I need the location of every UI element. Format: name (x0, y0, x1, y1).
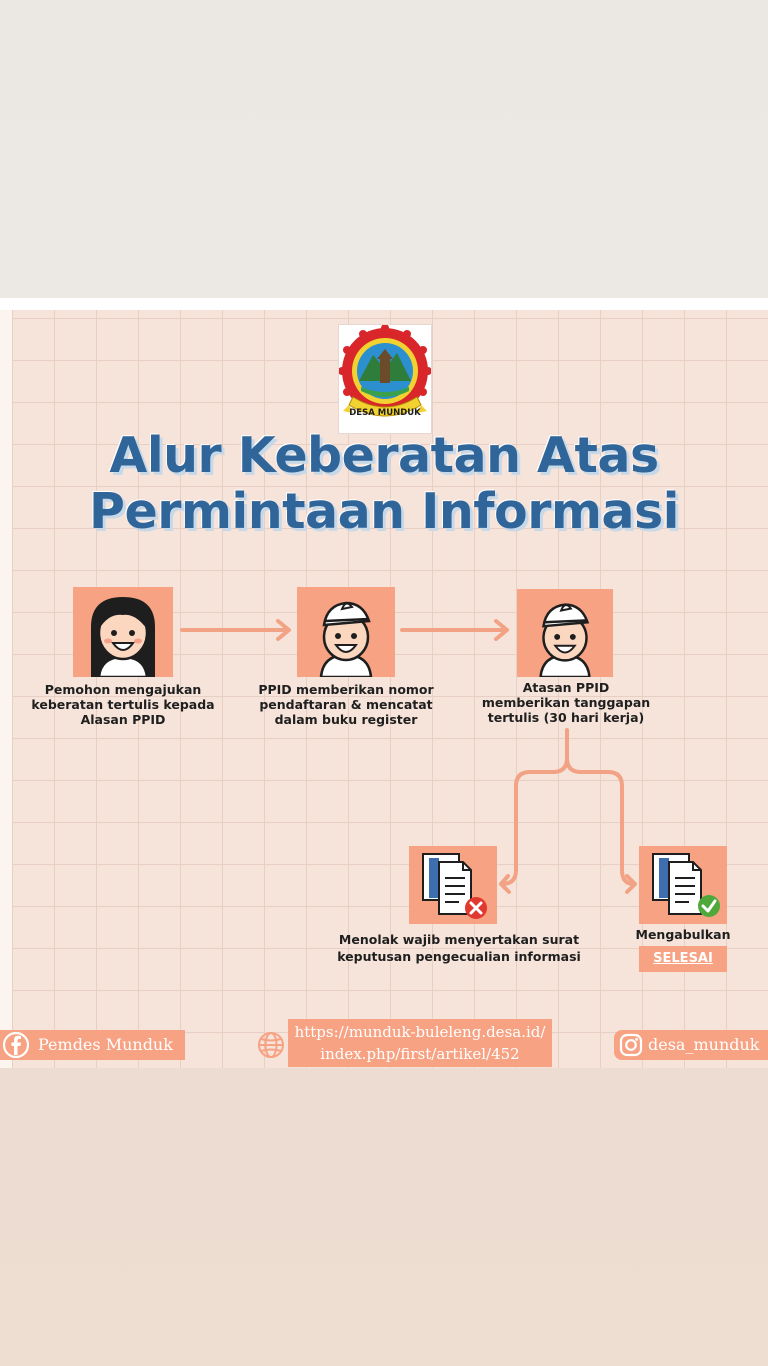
man-avatar-icon (297, 587, 395, 677)
instagram-label: desa_munduk (648, 1035, 760, 1054)
step-2-avatar (297, 587, 395, 677)
website-line-1: https://munduk-buleleng.desa.id/ (294, 1023, 546, 1041)
step-1-avatar (73, 587, 173, 677)
arrow-to-approve (567, 758, 634, 884)
facebook-label: Pemdes Munduk (38, 1035, 173, 1054)
arrow-to-reject (502, 730, 567, 884)
step-3-avatar (517, 589, 613, 677)
website-pill[interactable] (288, 1019, 552, 1067)
reject-document (409, 846, 497, 924)
instagram-pill[interactable] (614, 1030, 768, 1060)
facebook-pill[interactable] (0, 1030, 185, 1060)
poster-edge (0, 310, 12, 1068)
top-background (0, 0, 768, 300)
approve-document (639, 846, 727, 924)
svg-text:DESA MUNDUK: DESA MUNDUK (349, 408, 421, 418)
document-approve-icon (639, 846, 727, 924)
step-3-text: Atasan PPID memberikan tanggapan tertulis (30 hari kerja) (481, 680, 651, 725)
poster (0, 310, 768, 1068)
approve-text: Mengabulkan (635, 927, 731, 942)
instagram-icon (618, 1032, 644, 1058)
step-1-text: Pemohon mengajukan keberatan tertulis kepada Alasan PPID (31, 682, 215, 727)
done-badge: SELESAI (639, 946, 727, 972)
title-line-2: Permintaan Informasi (89, 483, 679, 540)
title-line-1: Alur Keberatan Atas (109, 427, 659, 484)
approve-check-icon (698, 895, 720, 917)
step-2-text: PPID memberikan nomor pendaftaran & mencatat dalam buku register (258, 682, 434, 727)
reject-text: Menolak wajib menyertakan surat keputusan pengecualian informasi (337, 932, 581, 964)
man-avatar-icon (517, 589, 613, 677)
desa-munduk-seal-icon (339, 325, 431, 433)
bottom-background (0, 1068, 768, 1366)
divider (0, 298, 768, 310)
woman-avatar-icon (73, 587, 173, 677)
globe-icon (256, 1030, 286, 1060)
page-title (0, 428, 768, 540)
logo (338, 324, 432, 434)
website-line-2: index.php/first/artikel/452 (320, 1045, 520, 1063)
document-reject-icon (409, 846, 497, 924)
facebook-icon (2, 1031, 30, 1059)
